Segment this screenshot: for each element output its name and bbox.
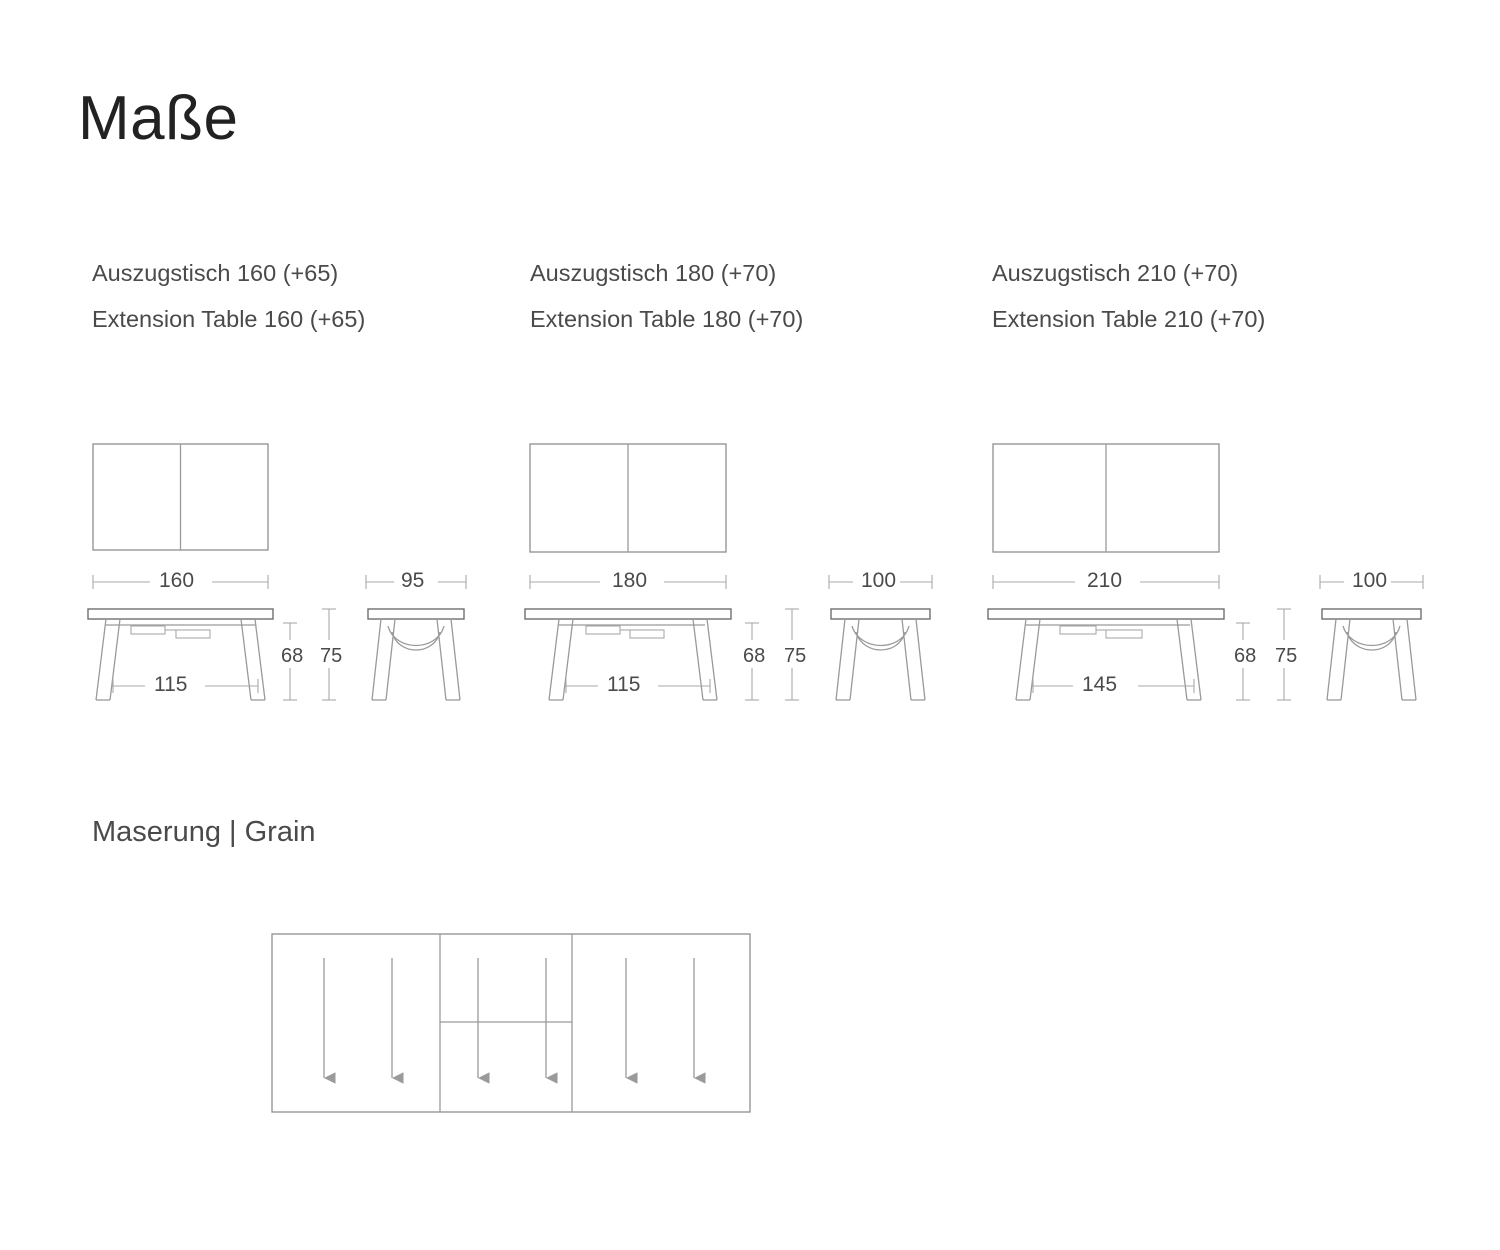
variant-label-de: Auszugstisch 160 (+65) [92,260,339,286]
dim-depth-160: 95 [401,569,425,592]
variant-label-en: Extension Table 180 (+70) [530,305,804,332]
dim-apron-180: 68 [743,645,766,667]
variant-label-de: Auszugstisch 210 (+70) [992,260,1239,286]
variant-label-en: Extension Table 160 (+65) [92,305,366,332]
dim-length-210: 210 [1087,569,1123,592]
variant-block-160 [92,262,562,331]
dim-legspan-160: 115 [154,673,188,696]
dim-depth-210: 100 [1352,569,1388,592]
dim-legspan-180: 115 [607,673,641,696]
grain-section-title: Maserung | Grain [92,816,316,848]
variant-label-en: Extension Table 210 (+70) [992,305,1266,332]
page-title: Maße [78,84,239,153]
dim-length-180: 180 [612,569,648,592]
variant-block-180 [530,262,1000,331]
dim-length-160: 160 [159,569,195,592]
dim-depth-180: 100 [861,569,897,592]
dim-apron-160: 68 [281,645,304,667]
dim-height-180: 75 [784,645,807,667]
variant-label-de: Auszugstisch 180 (+70) [530,260,777,286]
dim-height-160: 75 [320,645,343,667]
variant-block-210 [992,262,1462,331]
dim-apron-210: 68 [1234,645,1257,667]
dim-legspan-210: 145 [1082,673,1118,696]
dim-height-210: 75 [1275,645,1298,667]
grain-diagram [272,934,750,1112]
